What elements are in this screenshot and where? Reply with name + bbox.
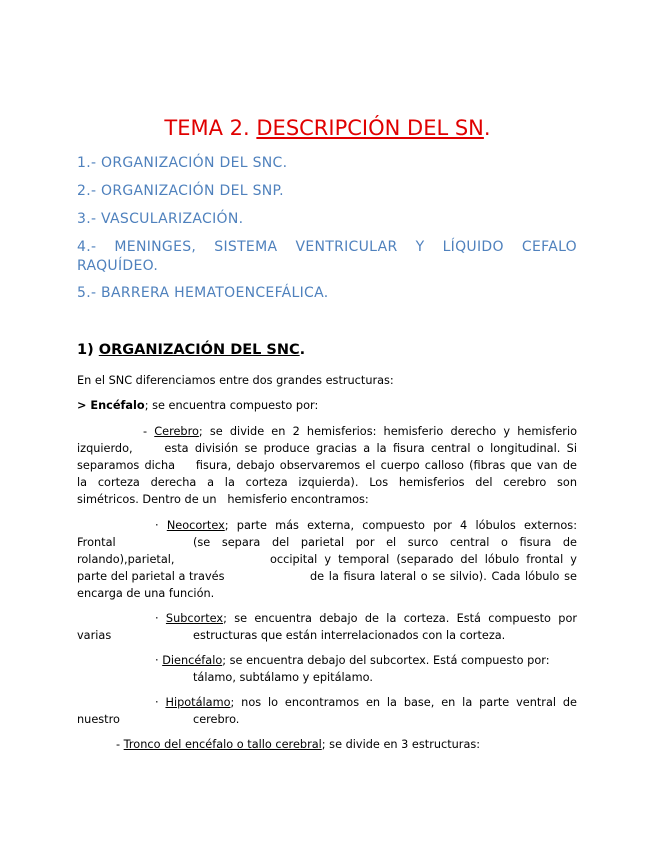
neocortex-term: Neocortex xyxy=(166,519,225,532)
hipotalamo-term: Hipotálamo xyxy=(165,696,231,709)
title-prefix: TEMA 2. xyxy=(164,116,257,140)
neocortex-line-3b: occipital y temporal (separado del lóbulo frontal y xyxy=(270,553,577,566)
encefalo-paragraph xyxy=(77,397,318,414)
cerebro-line-5: simétricos. Dentro de un hemisferio encontramos: xyxy=(77,493,369,506)
diencefalo-line-1-text: ; se encuentra debajo del subcortex. Está compuesto por: xyxy=(222,654,550,667)
hipotalamo-bullet: · xyxy=(155,696,166,709)
diencefalo-line-2: tálamo, subtálamo y epitálamo. xyxy=(193,671,373,684)
tronco-line xyxy=(116,736,480,753)
neocortex-line-2b: (se separa del parietal por el surco central o fisura de xyxy=(193,536,577,549)
section-suffix: . xyxy=(299,342,306,358)
toc-item-2: 2.- ORGANIZACIÓN DEL SNP. xyxy=(77,183,284,199)
tronco-dash: - xyxy=(116,738,124,751)
toc-item-5: 5.- BARRERA HEMATOENCEFÁLICA. xyxy=(77,285,329,301)
subcortex-line-2a: varias xyxy=(77,629,112,642)
encefalo-text: ; se encuentra compuesto por: xyxy=(144,399,319,412)
section-heading xyxy=(77,342,305,358)
diencefalo-line-1 xyxy=(155,652,550,669)
neocortex-line-2a: Frontal xyxy=(77,536,116,549)
toc-item-4-line-2: RAQUÍDEO. xyxy=(77,258,159,274)
tronco-text: ; se divide en 3 estructuras: xyxy=(321,738,481,751)
neocortex-line-3a: rolando),parietal, xyxy=(77,553,175,566)
neocortex-line-1-text: ; parte más externa, compuesto por 4 lóbulos externos: xyxy=(224,519,578,532)
encefalo-term: > Encéfalo xyxy=(77,399,145,412)
neocortex-bullet: · xyxy=(155,519,167,532)
hipotalamo-line-1-text: ; nos lo encontramos en la base, en la parte ventral de xyxy=(230,696,577,709)
cerebro-dash: - xyxy=(143,425,155,438)
subcortex-line-2b: estructuras que están interrelacionados con la corteza. xyxy=(193,629,506,642)
cerebro-term: Cerebro xyxy=(154,425,199,438)
neocortex-line-1 xyxy=(155,517,577,534)
subcortex-line-1 xyxy=(155,610,577,627)
toc-item-1: 1.- ORGANIZACIÓN DEL SNC. xyxy=(77,155,288,171)
diencefalo-term: Diencéfalo xyxy=(162,654,223,667)
hipotalamo-line-2a: nuestro xyxy=(77,713,120,726)
title-suffix: . xyxy=(483,116,491,140)
cerebro-line-1-text: ; se divide en 2 hemisferios: hemisferio derecho y hemisferio xyxy=(198,425,577,438)
cerebro-line-1 xyxy=(77,423,577,440)
toc-item-4-line-1: 4.- MENINGES, SISTEMA VENTRICULAR Y LÍQUIDO CEFALO xyxy=(77,239,577,255)
subcortex-bullet: · xyxy=(155,612,166,625)
cerebro-line-2: izquierdo, esta división se produce gracias a la fisura central o longitudinal. Si xyxy=(77,442,577,455)
neocortex-line-4a: parte del parietal a través xyxy=(77,570,225,583)
subcortex-line-1-text: ; se encuentra debajo de la corteza. Está compuesto por xyxy=(223,612,577,625)
subcortex-term: Subcortex xyxy=(165,612,224,625)
cerebro-line-3: separamos dicha fisura, debajo observaremos el cuerpo calloso (fibras que van de xyxy=(77,459,577,472)
intro-paragraph: En el SNC diferenciamos entre dos grandes estructuras: xyxy=(77,374,394,387)
hipotalamo-line-1 xyxy=(155,694,577,711)
neocortex-line-4b: de la fisura lateral o se silvio). Cada lóbulo se xyxy=(310,570,577,583)
section-prefix: 1) xyxy=(77,342,99,358)
tronco-term: Tronco del encéfalo o tallo cerebral xyxy=(123,738,322,751)
section-underlined: ORGANIZACIÓN DEL SNC xyxy=(98,342,300,358)
neocortex-line-5: encarga de una función. xyxy=(77,587,215,600)
cerebro-line-4: la corteza derecha a la corteza izquierda). Los hemisferios del cerebro son xyxy=(77,476,577,489)
title-underlined: DESCRIPCIÓN DEL SN xyxy=(256,116,484,140)
document-title xyxy=(0,116,655,140)
diencefalo-bullet: · xyxy=(155,654,163,667)
toc-item-3: 3.- VASCULARIZACIÓN. xyxy=(77,211,244,227)
hipotalamo-line-2b: cerebro. xyxy=(193,713,240,726)
